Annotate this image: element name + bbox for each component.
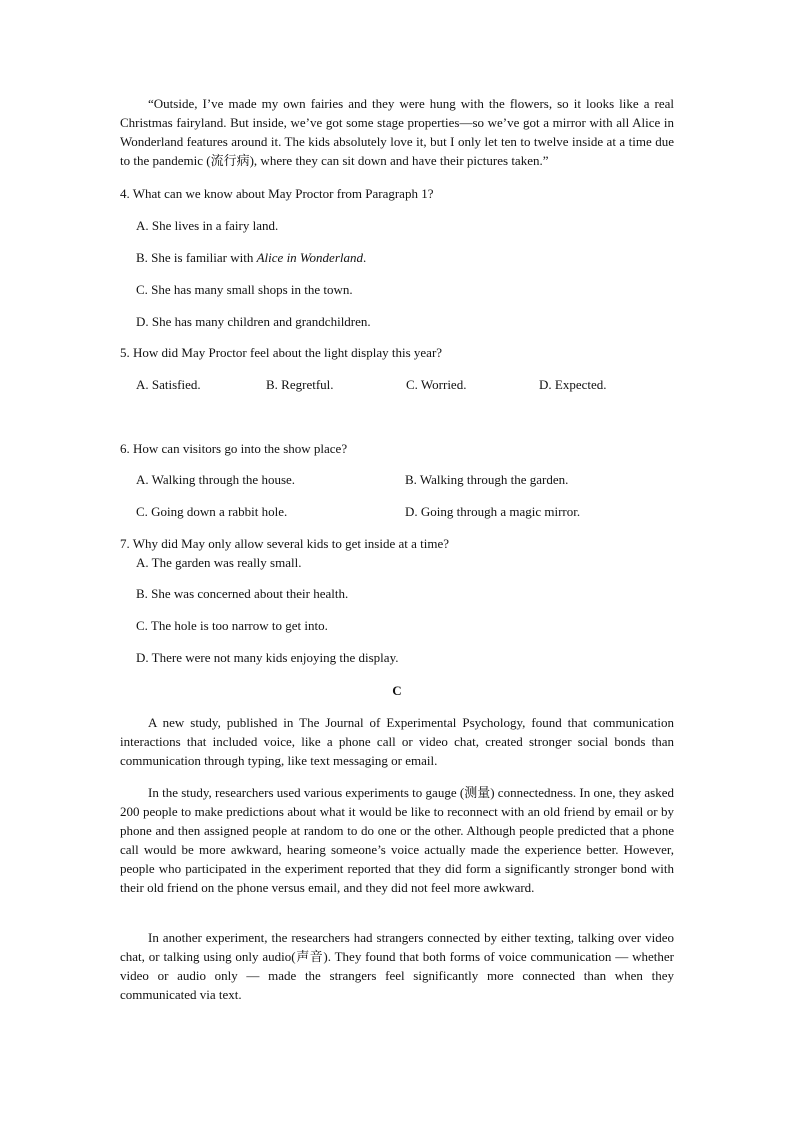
question-4-stem: 4. What can we know about May Proctor from Paragraph 1?	[120, 186, 434, 201]
question-7-stem: 7. Why did May only allow several kids to get inside at a time?	[120, 536, 450, 551]
question-5-option-c[interactable]: C. Worried.	[406, 377, 467, 392]
question-7-option-d[interactable]: D. There were not many kids enjoying the display.	[136, 650, 399, 665]
question-5-option-b[interactable]: B. Regretful.	[266, 377, 334, 392]
passage-b-final-paragraph: “Outside, I’ve made my own fairies and they were hung with the flowers, so it looks like a real Christmas fairyland. But inside, we’ve got some stage properties—so we’ve got a mirror with all Alice in Wonderland features around it. The kids absolutely love it, but I only let ten to twelve inside at a time due to the pandemic (流行病), where they can sit down and have their pictures taken.”	[120, 96, 674, 168]
question-5-stem: 5. How did May Proctor feel about the light display this year?	[120, 345, 443, 360]
section-c-paragraph-1: A new study, published in The Journal of Experimental Psychology, found that communication interactions that included voice, like a phone call or video chat, created stronger social bonds than communication through typing, like text messaging or email.	[120, 715, 674, 768]
question-6-option-b[interactable]: B. Walking through the garden.	[405, 472, 569, 487]
book-title: Alice in Wonderland	[256, 250, 364, 265]
option-b-period: .	[363, 250, 367, 265]
question-7-option-c[interactable]: C. The hole is too narrow to get into.	[136, 618, 328, 633]
section-c-paragraph-3: In another experiment, the researchers had strangers connected by either texting, talking over video chat, or talking using only audio(声音). They found that both forms of voice communication — whether video or audio only — made the strangers feel significantly more connected than when they communicated via text.	[120, 930, 674, 1002]
option-b-text: B. She is familiar with	[136, 250, 257, 265]
question-4-option-b[interactable]	[136, 249, 366, 267]
question-6-stem: 6. How can visitors go into the show place?	[120, 441, 348, 456]
question-5-option-a[interactable]: A. Satisfied.	[136, 377, 201, 392]
section-c-paragraph-2: In the study, researchers used various experiments to gauge (测量) connectedness. In one, they asked 200 people to make predictions about what it would be like to reconnect with an old friend by email or by phone and then assigned people at random to do one or the other. Although people predicted that a phone call would be more awkward, hearing someone’s voice actually made the experience better. However, people who participated in the experiment reported that they did form a significantly stronger bond with their old friend on the phone versus email, and they did not feel more awkward.	[120, 785, 674, 895]
question-4-option-a[interactable]: A. She lives in a fairy land.	[136, 218, 279, 233]
question-6-option-a[interactable]: A. Walking through the house.	[136, 472, 296, 487]
question-6-option-c[interactable]: C. Going down a rabbit hole.	[136, 504, 288, 519]
question-4-option-c[interactable]: C. She has many small shops in the town.	[136, 282, 353, 297]
question-5-option-d[interactable]: D. Expected.	[539, 377, 607, 392]
question-6-option-d[interactable]: D. Going through a magic mirror.	[405, 504, 581, 519]
question-7-option-b[interactable]: B. She was concerned about their health.	[136, 586, 349, 601]
question-4-option-d[interactable]: D. She has many children and grandchildren.	[136, 314, 371, 329]
question-7-option-a[interactable]: A. The garden was really small.	[136, 555, 302, 570]
section-c-heading: C	[392, 683, 402, 698]
